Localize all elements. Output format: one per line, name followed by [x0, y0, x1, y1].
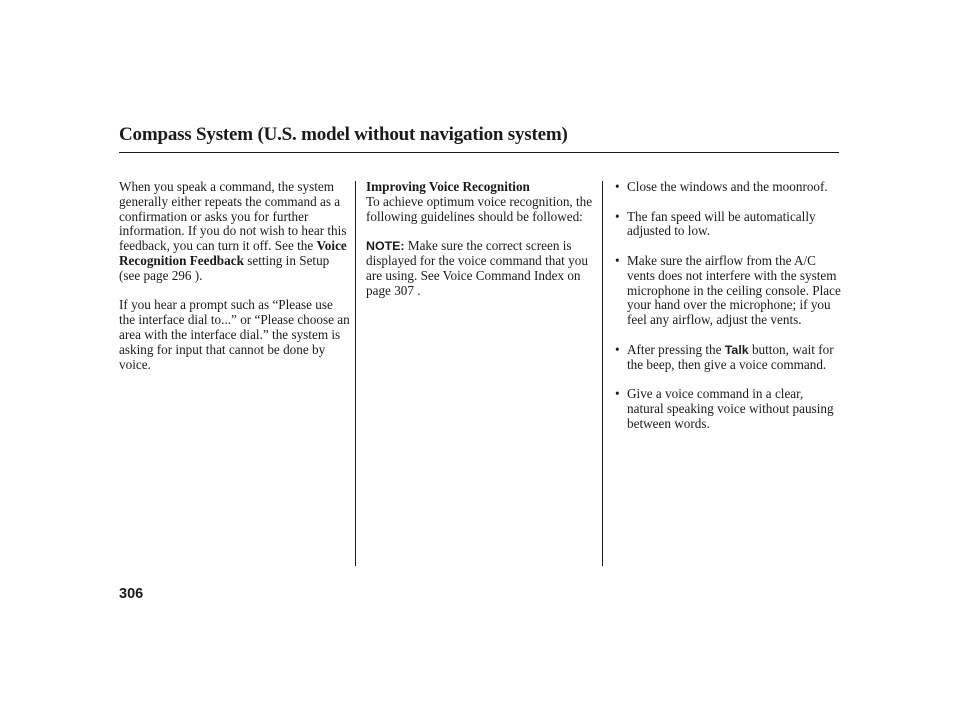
- list-item: [615, 343, 843, 373]
- bullet-icon: •: [615, 341, 620, 357]
- list-item-text-b: button, wait for the beep, then give a voice command.: [627, 341, 834, 372]
- page-number: 306: [119, 586, 144, 602]
- column-divider-2: [602, 181, 603, 566]
- intro-paragraph: To achieve optimum voice recognition, the following guidelines should be followed:: [366, 193, 593, 224]
- list-item-text-a: After pressing the: [627, 341, 725, 357]
- bullet-icon: •: [615, 208, 620, 224]
- list-item-text: The fan speed will be automatically adjusted to low.: [627, 208, 816, 239]
- voice-recognition-feedback-label: Voice Recognition Feedback: [119, 238, 347, 268]
- list-item-text: [627, 343, 843, 373]
- list-item-text: Make sure the airflow from the A/C vents does not interfere with the system microphone in the ceiling console. Place your hand over the microphone; if you feel any airflow, adjust the vents.: [627, 252, 841, 328]
- column-right: [615, 180, 843, 432]
- list-item-text: Give a voice command in a clear, natural speaking voice without pausing between words.: [627, 386, 834, 431]
- note-paragraph: [366, 239, 598, 298]
- bullet-icon: •: [615, 252, 620, 268]
- paragraph-feedback-text-a: When you speak a command, the system generally either repeats the command as a confirmation or asks you for further information. If you do not wish to hear this feedback, you can turn it off. See the: [119, 179, 347, 254]
- paragraph-feedback-text-b: setting in Setup (see page 296 ).: [119, 252, 330, 283]
- list-item: [615, 254, 843, 328]
- page-title: Compass System (U.S. model without navigation system): [119, 124, 568, 145]
- list-item: [615, 180, 843, 195]
- section-heading: Improving Voice Recognition: [366, 179, 530, 194]
- talk-button-label: Talk: [724, 342, 749, 357]
- note-label: NOTE:: [366, 239, 405, 254]
- paragraph-feedback: [119, 180, 351, 284]
- title-rule: [119, 152, 839, 153]
- bullet-icon: •: [615, 179, 620, 194]
- list-item-text: Close the windows and the moonroof.: [627, 179, 828, 194]
- paragraph-prompt: If you hear a prompt such as “Please use the interface dial to...” or “Please choose an area with the interface dial.” the system is asking for input that cannot be done by voice.: [119, 297, 350, 372]
- list-item: [615, 387, 843, 431]
- column-middle: [366, 180, 598, 298]
- note-text: Make sure the correct screen is displayed for the voice command that you are using. See Voice Command Index on page 307 .: [366, 238, 588, 298]
- bullet-icon: •: [615, 386, 620, 402]
- column-left: [119, 180, 351, 372]
- column-divider-1: [355, 181, 356, 566]
- list-item: [615, 210, 843, 240]
